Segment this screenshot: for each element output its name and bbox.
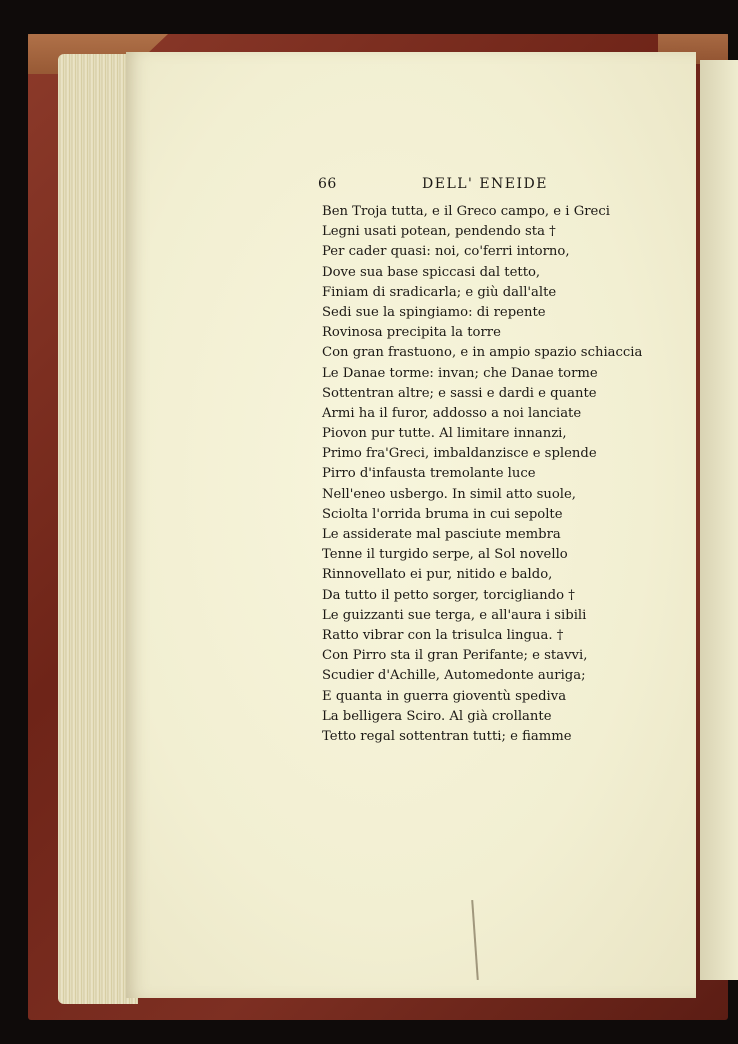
- text-line: Tetto regal sottentran tutti; e fiamme: [322, 728, 572, 744]
- text-line: Rovinosa precipita la torre: [322, 325, 501, 341]
- text-line: Con gran frastuono, e in ampio spazio schiaccia: [322, 345, 643, 361]
- text-line: Le guizzanti sue terga, e all'aura i sibili: [322, 607, 587, 623]
- text-line: Sciolta l'orrida bruma in cui sepolte: [322, 506, 563, 522]
- text-line: Legni usati potean, pendendo sta †: [322, 224, 556, 240]
- text-line: Piovon pur tutte. Al limitare innanzi,: [322, 426, 567, 442]
- page-number: 66: [318, 176, 337, 192]
- text-line: Armi ha il furor, addosso a noi lanciate: [322, 405, 582, 421]
- text-line: Scudier d'Achille, Automedonte auriga;: [322, 668, 586, 684]
- text-line: Finiam di sradicarla; e giù dall'alte: [322, 284, 557, 300]
- text-line: Nell'eneo usbergo. In simil atto suole,: [322, 486, 577, 502]
- facing-page-edge: [700, 60, 738, 980]
- text-line: Primo fra'Greci, imbaldanzisce e splende: [322, 446, 597, 462]
- page-header: [318, 176, 618, 198]
- text-line: Con Pirro sta il gran Perifante; e stavvi,: [322, 648, 588, 664]
- running-head: DELL' ENEIDE: [422, 176, 549, 192]
- text-line: Ben Troja tutta, e il Greco campo, e i Greci: [322, 204, 610, 219]
- text-line: Le Danae torme: invan; che Danae torme: [322, 365, 598, 381]
- text-line: Sedi sue la spingiamo: di repente: [322, 304, 546, 320]
- text-line: Sottentran altre; e sassi e dardi e quante: [322, 385, 597, 401]
- text-line: La belligera Sciro. Al già crollante: [322, 708, 552, 724]
- text-line: Rinnovellato ei pur, nitido e baldo,: [322, 567, 553, 583]
- text-line: Da tutto il petto sorger, torcigliando †: [322, 587, 575, 603]
- text-line: Dove sua base spiccasi dal tetto,: [322, 264, 541, 280]
- poem-text: [322, 202, 652, 747]
- text-line: Ratto vibrar con la trisulca lingua. †: [322, 627, 564, 643]
- text-line: E quanta in guerra gioventù spediva: [322, 688, 567, 704]
- text-line: Le assiderate mal pasciute membra: [322, 527, 561, 542]
- text-line: Pirro d'infausta tremolante luce: [322, 466, 536, 482]
- text-line: Per cader quasi: noi, co'ferri intorno,: [322, 244, 570, 260]
- text-line: Tenne il turgido serpe, al Sol novello: [322, 547, 568, 563]
